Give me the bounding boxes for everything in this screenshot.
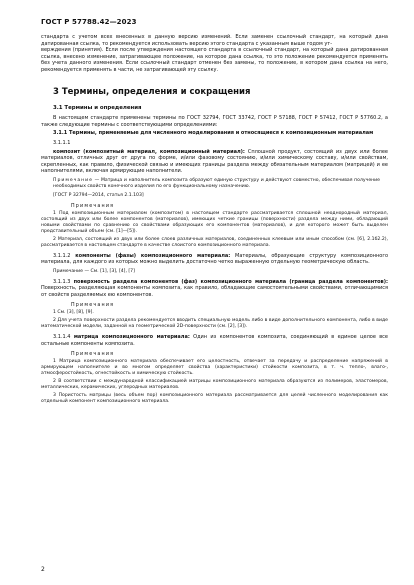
term-number: 3.1.1.1 bbox=[53, 139, 71, 146]
notes-title: Примечания bbox=[71, 303, 115, 308]
term-note bbox=[53, 178, 380, 190]
term-number: 3.1.1.4 bbox=[53, 334, 71, 340]
term-name: поверхность раздела компонентов (фаз) композиционного материала (граница раздела компонентов): bbox=[73, 278, 388, 285]
note-item: 1 См. [3], [8], [9]. bbox=[53, 310, 94, 315]
term-name: композит (композитный материал, композиционный материал): bbox=[53, 148, 245, 155]
term-text: Сплошной продукт, состоящий из двух или более материалов, отличных друг от друга по форме, и/или фазовому состоянию, и/или химическому составу, и/или свойствам, скрепленных, как правило, физической связью и имеющих границы раздела между обязательным материалом (матрицей) и ее наполнителями, включая армирующие наполнители. bbox=[41, 148, 388, 174]
term-name: матрица композиционного материала: bbox=[73, 334, 190, 340]
note-text: — Матрица и наполнитель композита образуют единую структуру и действуют совместно, обеспечивая получение необходимых свойств конечного изделия по его функциональному назначению. bbox=[53, 177, 380, 189]
subsection-title: 3.1 Термины и определения bbox=[53, 105, 142, 111]
term-definition bbox=[41, 279, 388, 299]
subsubsection-title: 3.1.1 Термины, применяемые для численного моделирования и относящиеся к композиционным материалам bbox=[53, 130, 374, 136]
term-definition bbox=[41, 149, 388, 175]
note-item: 2 В соответствии с международной классификацией матрицы композиционного материала образуются из полимеров, эластомеров, металлических, керамических, углеродных материалов. bbox=[41, 379, 388, 390]
note-item: 2 Для учета поверхности раздела рекомендуется вводить специальную модель либо в виде дополнительного компонента, либо в виде математической модели, заданной на геометрической 2D-поверхности (см. [2], [3]). bbox=[41, 318, 388, 329]
term-text: Один из компонентов композита, соединяющий в единое целое все остальные компоненты композита. bbox=[41, 334, 388, 347]
term-definition bbox=[41, 334, 388, 347]
note-item: 1 Под композиционным материалом (композитом) в настоящем стандарте рассматривается сплошной неоднородный материал, состоящий из двух или более компонентов (материалов), имеющих четкие границы (поверхности) раздела между ними, обладающий новыми свойствами по сравнению со свойствами образующих его компонентов (материалов), и для которого может быть выделен представительный объем (см. [1]—[5]). bbox=[41, 210, 388, 234]
term-reference: [ГОСТ Р 32794—2014, статья 2.1.103] bbox=[53, 192, 144, 198]
terms-intro: В настоящем стандарте применены термины по ГОСТ 32794, ГОСТ 33742, ГОСТ Р 57188, ГОСТ Р 57412, ГОСТ Р 57760.2, а также следующие термины с соответствующими определениями: bbox=[41, 115, 388, 128]
term-name: компоненты (фазы) композиционного материала: bbox=[75, 252, 231, 259]
term-number: 3.1.1.2 bbox=[53, 252, 71, 259]
term-note: Примечание — См. [1], [3], [4], [7] bbox=[53, 268, 135, 274]
note-label: Примечание bbox=[53, 177, 93, 183]
intro-line: стандарта с учетом всех внесенных в данную версию изменений. Если заменен ссылочный стандарт, на который дана датированная ссылка, то рекомендуется использовать версию этого стандарта с указанным выше годом ут- bbox=[41, 34, 388, 47]
document-body bbox=[41, 34, 388, 405]
term-text: Поверхность, разделяющая компоненты композита, как правило, обладающие самостоятельными свойствами, отличающимися от свойств разделяемых ею компонентов. bbox=[41, 285, 388, 298]
document-header: ГОСТ Р 57788.42—2023 bbox=[41, 18, 137, 26]
notes-title: Примечания bbox=[71, 352, 115, 357]
term-number: 3.1.1.3 bbox=[53, 278, 71, 285]
intro-paragraph: верждения (принятия). Если после утверждения настоящего стандарта в ссылочный стандарт, на который дана датированная ссылка, внесено изменение, затрагивающее положение, на которое дана ссылка, то это положение рекомендуется применять без учета данного изменения. Если ссылочный стандарт отменен без замены, то положение, в котором дана ссылка на него, рекомендуется применять в части, не затрагивающей эту ссылку. bbox=[41, 47, 388, 73]
note-item: 3 Пористость матрицы (весь объем пор) композиционного материала рассматривается для целей численного моделирования как отдельный компонент композиционного материала. bbox=[41, 393, 388, 404]
note-item: 1 Матрица композиционного материала обеспечивает его целостность, отвечает за передачу и распределение напряжений в армирующем наполнителе и во многом определяет свойства (характеристики) стойкости композита, в т. ч. тепло-, влаго-, атмосферостойкость, огнестойкость и химическую стойкость. bbox=[41, 359, 388, 376]
notes-title: Примечания bbox=[71, 203, 115, 209]
section-title: 3 Термины, определения и сокращения bbox=[53, 87, 251, 97]
note-item: 2 Материал, состоящий из двух или более слоев различных материалов, соединенных клеевым или иным способом (см. [6], 2.1б2.2), рассматривается в настоящем стандарте в качестве слоистого композиционного материала. bbox=[41, 236, 388, 248]
term-definition bbox=[41, 253, 388, 266]
page-number: 2 bbox=[41, 566, 45, 573]
term-text: Материалы, образующие структуру композиционного материала, для каждого из которых можно выделить достаточно четко выраженную отдельную геометрическую область. bbox=[41, 252, 389, 265]
